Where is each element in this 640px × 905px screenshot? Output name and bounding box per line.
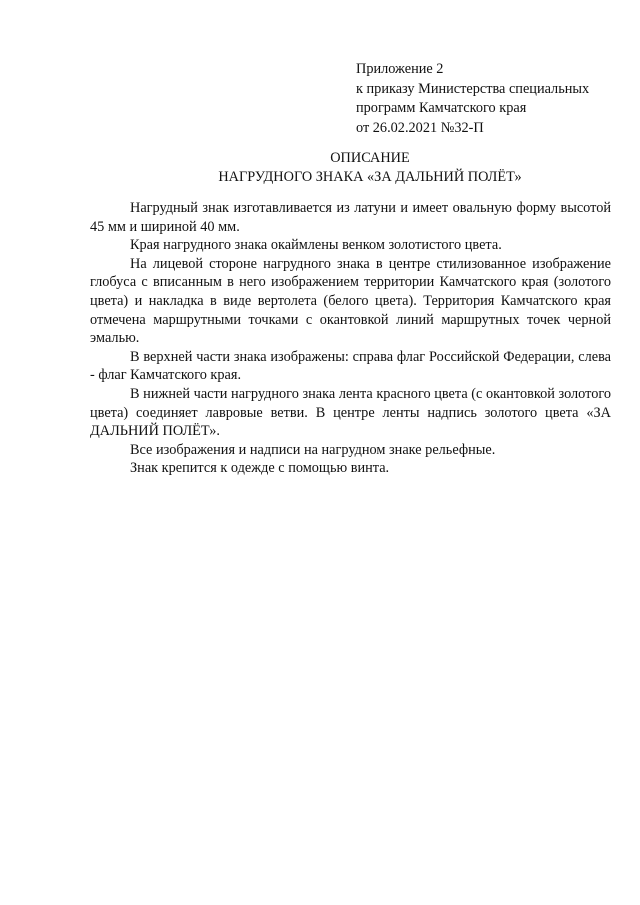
title-heading: ОПИСАНИЕ xyxy=(330,150,410,166)
appendix-ministry-line: программ Камчатского края xyxy=(356,100,527,116)
paragraph-fastening: Знак крепится к одежде с помощью винта. xyxy=(130,460,390,477)
paragraph-edges: Края нагрудного знака окаймлены венком золотистого цвета. xyxy=(130,237,502,254)
paragraph-flags: В верхней части знака изображены: справа флаг Российской Федерации, слева - флаг Камчатского края. xyxy=(90,348,611,384)
appendix-header xyxy=(356,60,616,138)
paragraph-ribbon: В нижней части нагрудного знака лента красного цвета (с окантовкой золотого цвета) соединяет лавровые ветви. В центре ленты надпись золотого цвета «ЗА ДАЛЬНИЙ ПОЛЁТ». xyxy=(90,385,611,440)
paragraph-relief: Все изображения и надписи на нагрудном знаке рельефные. xyxy=(130,441,496,458)
title-subheading: НАГРУДНОГО ЗНАКА «ЗА ДАЛЬНИЙ ПОЛЁТ» xyxy=(218,169,522,185)
document-title xyxy=(90,149,640,187)
paragraph-material: Нагрудный знак изготавливается из латуни и имеет овальную форму высотой 45 мм и шириной 40 мм. xyxy=(90,200,611,235)
appendix-order-line: к приказу Министерства специальных xyxy=(356,80,590,97)
document-body xyxy=(90,199,611,478)
appendix-date-number: от 26.02.2021 №32-П xyxy=(356,119,484,136)
appendix-number: Приложение 2 xyxy=(356,61,444,77)
paragraph-front-side: На лицевой стороне нагрудного знака в центре стилизованное изображение глобуса с вписанным в него изображением территории Камчатского края (золотого цвета) и накладка в виде вертолета (белого цвета). Территория Камчатского края отмечена маршрутными точками с окантовкой линий маршрутных точек черной эмалью. xyxy=(90,255,611,347)
